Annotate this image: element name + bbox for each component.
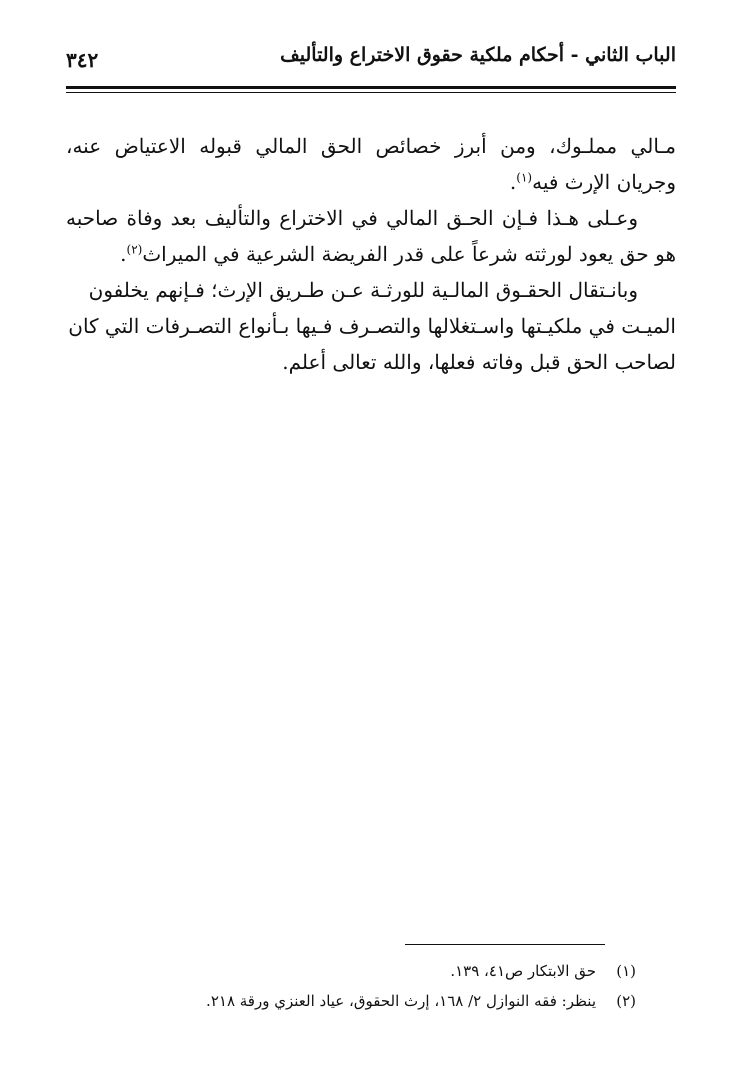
paragraph-2-text: وعـلى هـذا فـإن الحـق المالي في الاختراع والتأليف بعد وفاة صاحبه هو حق يعود لورثته شرعاً على قدر الفريضة الشرعية في الميراث	[66, 206, 676, 266]
footnote-1-text: حق الابتكار ص٤١، ١٣٩.	[450, 962, 596, 980]
header-rule-thin	[66, 92, 676, 93]
footnote-1-number: (١)	[616, 962, 636, 980]
paragraph-1-text: مـالي مملـوك، ومن أبرز خصائص الحق المالي قبوله الاعتياض عنه، وجريان الإرث فيه	[66, 134, 676, 194]
footnote-ref-2[interactable]: (٢)	[126, 242, 143, 257]
running-header	[66, 42, 676, 82]
paragraph-1	[66, 128, 676, 200]
footnote-separator	[405, 944, 605, 945]
footnote-ref-1[interactable]: (١)	[516, 170, 533, 185]
body-text	[66, 128, 676, 380]
paragraph-2-end: .	[120, 242, 127, 266]
footnote-2	[160, 986, 636, 1016]
paragraph-1-end: .	[509, 170, 517, 194]
header-rule-thick	[66, 86, 676, 89]
footnote-2-number: (٢)	[616, 992, 636, 1010]
footnotes	[160, 956, 636, 1016]
paragraph-3-text: وبانـتقال الحقـوق المالـية للورثـة عـن طـريق الإرث؛ فـإنهم يخلفون الميـت في ملكيـتها واسـتغلالها والتصـرف فـيها بـأنواع التصـرفات التي كان لصاحب الحق قبل وفاته فعلها، والله تعالى أعلم.	[68, 278, 676, 374]
chapter-title: الباب الثاني - أحكام ملكية حقوق الاختراع والتأليف	[280, 44, 676, 66]
page-number: ٣٤٢	[66, 48, 99, 72]
paragraph-3	[66, 272, 676, 380]
footnote-1	[160, 956, 636, 986]
paragraph-2	[66, 200, 676, 272]
footnote-2-text: ينظر: فقه النوازل ٢/ ١٦٨، إرث الحقوق، عياد العنزي ورقة ٢١٨.	[206, 992, 596, 1010]
